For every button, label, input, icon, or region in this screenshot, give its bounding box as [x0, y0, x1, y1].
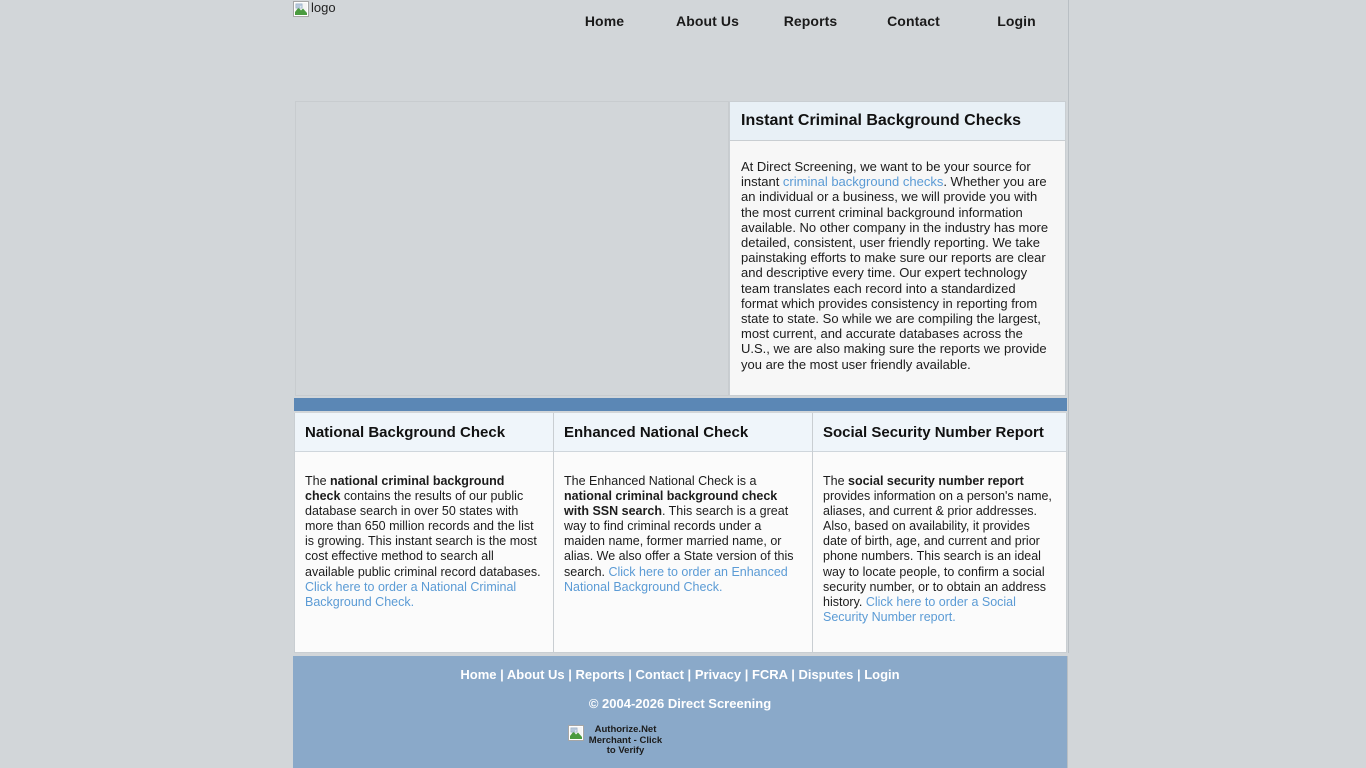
column-text-part1: The Enhanced National Check is a — [564, 474, 757, 488]
copyright-text: © 2004-2026 Direct Screening — [588, 696, 772, 711]
footer-separator: | — [853, 667, 865, 682]
column-social-security-number-report — [813, 413, 1066, 652]
site-header — [293, 0, 1069, 99]
hero-body-part2: . Whether you are an individual or a business, we will provide you with the most current criminal background information available. No other company in the industry has more detailed, consistent, user friendly reporting. We take painstaking efforts to make sure our reports are clear and descriptive every time. Our expert technology team translates each record into a standardized format which provides consistency in reporting from state to state. So while we are compiling the largest, most current, and accurate databases across the U.S., we are also making sure the reports we provide you are the most user friendly available. — [741, 174, 1049, 372]
hero-right-panel — [729, 101, 1066, 396]
column-heading: Social Security Number Report — [813, 413, 1066, 452]
footer-separator: | — [624, 667, 636, 682]
order-national-check-link[interactable]: Click here to order a National Criminal Background Check. — [305, 579, 517, 609]
column-bold-phrase: social security number report — [848, 474, 1024, 488]
footer-link-home[interactable]: Home — [460, 667, 497, 682]
footer-link-fcra[interactable]: FCRA — [751, 667, 788, 682]
nav-item-login[interactable]: Login — [997, 13, 1036, 29]
footer-link-login[interactable]: Login — [864, 667, 900, 682]
hero-body-part1: At Direct Screening, we want to be your source for instant — [741, 159, 1031, 190]
criminal-background-checks-link[interactable]: criminal background checks — [782, 174, 944, 190]
column-text-part2: . This search is a great way to find criminal records under a maiden name, former married name, or alias. We also offer a State version of this search. — [564, 504, 794, 579]
footer-separator: | — [787, 667, 799, 682]
accent-divider-bar — [294, 398, 1067, 411]
broken-image-icon — [293, 1, 309, 17]
column-bold-phrase: national criminal background check with SSN search — [564, 489, 778, 519]
hero-body — [730, 141, 1065, 382]
column-text-part1: The — [823, 474, 849, 488]
site-footer — [293, 656, 1068, 768]
footer-link-privacy[interactable]: Privacy — [694, 667, 742, 682]
logo-alt-text: logo — [311, 0, 336, 15]
footer-link-contact[interactable]: Contact — [635, 667, 684, 682]
order-ssn-report-link[interactable]: Click here to order a Social Security Number report. — [823, 594, 1016, 624]
column-body — [554, 452, 812, 652]
footer-link-about-us[interactable]: About Us — [506, 667, 565, 682]
hero-title: Instant Criminal Background Checks — [730, 102, 1065, 141]
authorize-net-alt-text: Authorize.Net Merchant - Click to Verify — [588, 724, 663, 756]
footer-separator: | — [564, 667, 576, 682]
footer-separator: | — [741, 667, 752, 682]
hero-row — [293, 99, 1068, 398]
column-heading: National Background Check — [295, 413, 553, 452]
column-text-part1: The — [305, 474, 331, 488]
column-body — [813, 452, 1066, 652]
nav-item-home[interactable]: Home — [584, 13, 625, 29]
column-heading: Enhanced National Check — [554, 413, 812, 452]
column-text-part2: provides information on a person's name, aliases, and current & prior addresses. Also, based on availability, it provides date of birth, age, and current and prior phone numbers. This search is an ideal way to locate people, to confirm a social security number, or to obtain an address history. — [823, 489, 1052, 609]
footer-link-disputes[interactable]: Disputes — [798, 667, 854, 682]
nav-item-contact[interactable]: Contact — [887, 13, 940, 29]
column-enhanced-national-check — [554, 413, 813, 652]
nav-item-about-us[interactable]: About Us — [675, 13, 739, 29]
hero-left-panel — [295, 101, 729, 396]
footer-link-reports[interactable]: Reports — [575, 667, 625, 682]
footer-separator: | — [496, 667, 507, 682]
footer-separator: | — [683, 667, 695, 682]
broken-image-icon — [568, 725, 584, 741]
order-enhanced-check-link[interactable]: Click here to order an Enhanced National Background Check. — [564, 564, 788, 594]
primary-nav — [553, 13, 1068, 29]
main-content — [293, 99, 1069, 653]
nav-item-reports[interactable]: Reports — [783, 13, 838, 29]
column-body — [295, 452, 553, 652]
authorize-net-badge[interactable] — [568, 725, 665, 757]
site-logo[interactable] — [293, 1, 336, 17]
services-columns — [294, 413, 1067, 653]
column-national-background-check — [295, 413, 554, 652]
column-bold-phrase: national criminal background check — [305, 474, 505, 504]
column-text-part2: contains the results of our public database search in over 50 states with more than 650 million records and the list is growing. This instant search is the most cost effective method to search all available public criminal record databases. — [305, 489, 541, 579]
footer-nav — [293, 666, 1067, 683]
